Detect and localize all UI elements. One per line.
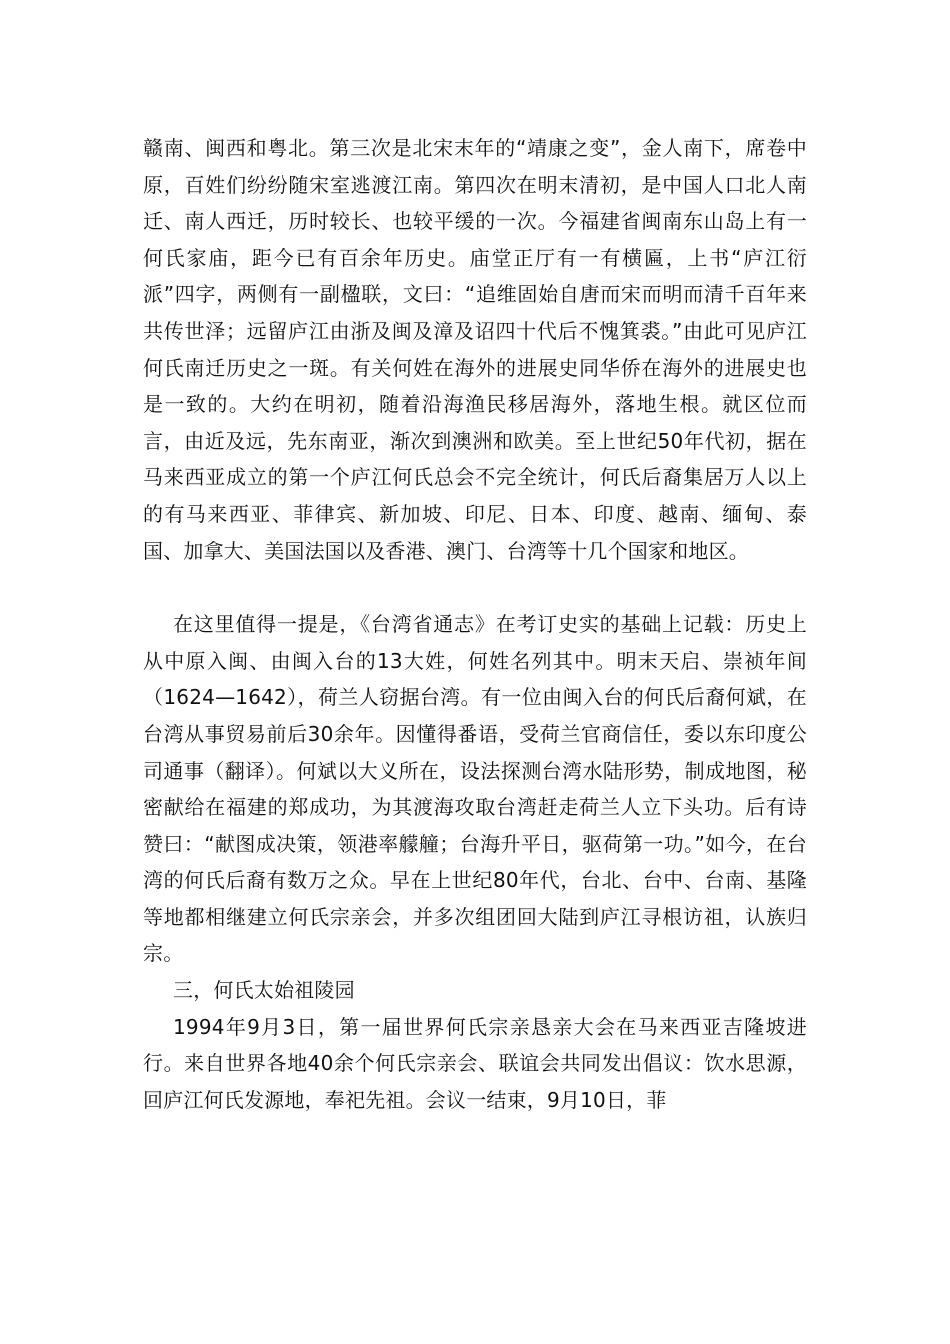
paragraph-ancestral-mausoleum: 1994年9月3日，第一届世界何氏宗亲恳亲大会在马来西亚吉隆坡进行。来自世界各地40余个何氏宗亲会、联谊会共同发出倡议：饮水思源，回庐江何氏发源地，奉祀先祖。会议一结束，9月10日，菲 xyxy=(143,1014,807,1112)
document-page xyxy=(143,130,807,1118)
paragraph-taiwan-history: 在这里值得一提是，《台湾省通志》在考订史实的基础上记载：历史上从中原入闽、由闽入台的13大姓，何姓名列其中。明末天启、崇祯年间（1624—1642），荷兰人窃据台湾。有一位由闽入台的何氏后裔何斌，在台湾从事贸易前后30余年。因懂得番语，受荷兰官商信任，委以东印度公司通事（翻译）。何斌以大义所在，设法探测台湾水陆形势，制成地图，秘密献给在福建的郑成功，为其渡海攻取台湾赶走荷兰人立下头功。后有诗赞曰：“献图成决策，领港率艨艟；台海升平日，驱荷第一功。”如今，在台湾的何氏后裔有数万之众。早在上世纪80年代，台北、台中、台南、基隆等地都相继建立何氏宗亲会，并多次组团回大陆到庐江寻根访祖，认族归宗。 xyxy=(143,612,807,966)
paragraph-gap xyxy=(143,569,807,606)
paragraph-migration-history: 赣南、闽西和粤北。第三次是北宋末年的“靖康之变”，金人南下，席卷中原，百姓们纷纷随宋室逃渡江南。第四次在明末清初，是中国人口北人南迁、南人西迁，历时较长、也较平缓的一次。今福建省闽南东山岛上有一何氏家庙，距今已有百余年历史。庙堂正厅有一有横匾，上书“庐江衍派”四字，两侧有一副楹联，文曰：“追维固始自唐而宋而明而清千百年来共传世泽；远留庐江由浙及闽及漳及诏四十代后不愧箕裘。”由此可见庐江何氏南迁历史之一斑。有关何姓在海外的进展史同华侨在海外的进展史也是一致的。大约在明初，随着沿海渔民移居海外，落地生根。就区位而言，由近及远，先东南亚，渐次到澳洲和欧美。至上世纪50年代初，据在马来西亚成立的第一个庐江何氏总会不完全统计，何氏后裔集居万人以上的有马来西亚、菲律宾、新加坡、印尼、日本、印度、越南、缅甸、泰国、加拿大、美国法国以及香港、澳门、台湾等十几个国家和地区。 xyxy=(143,136,807,563)
section-heading: 三，何氏太始祖陵园 xyxy=(173,978,355,1003)
